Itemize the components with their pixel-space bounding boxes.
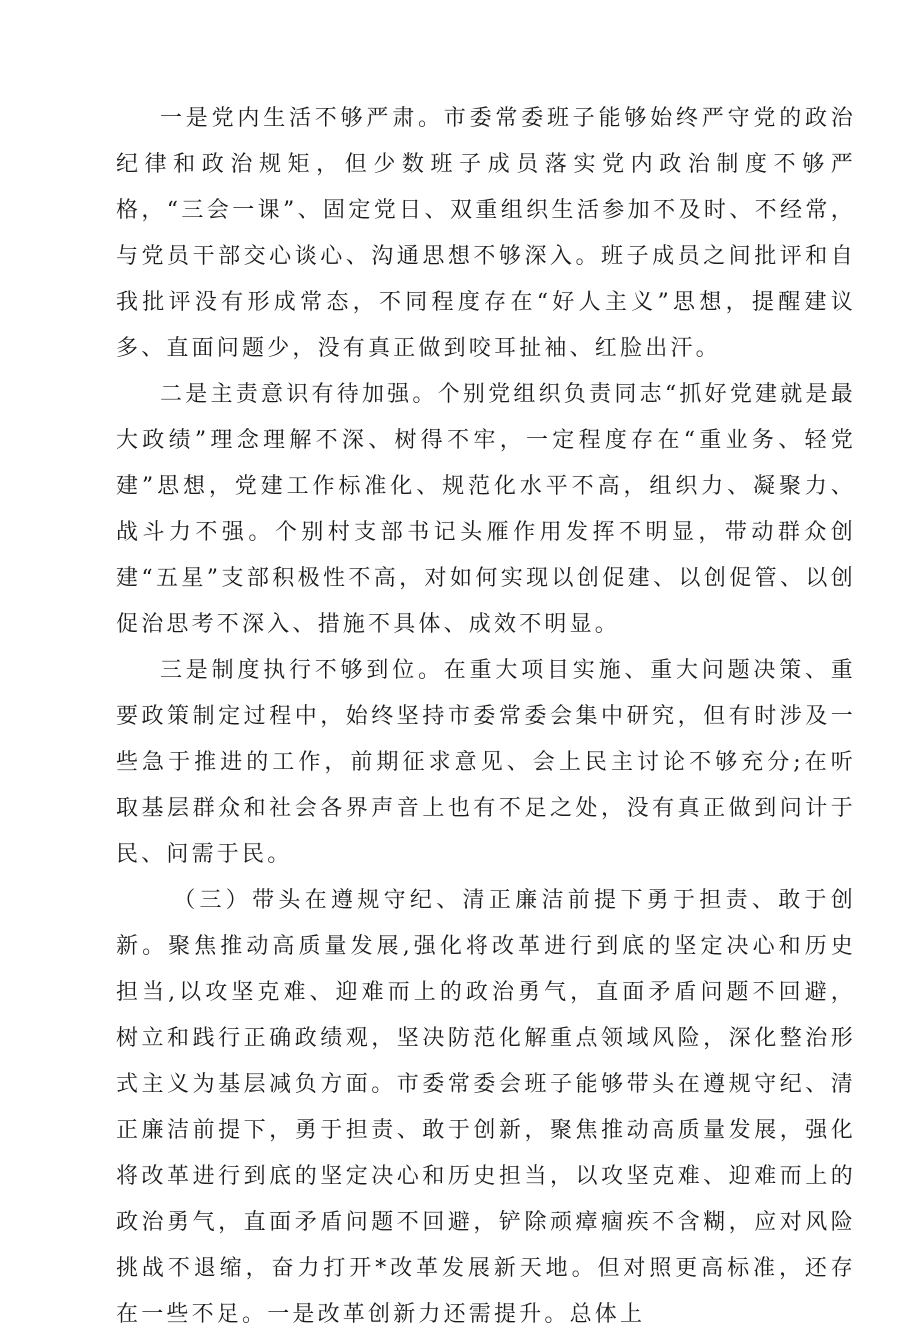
paragraph-responsibility: 二是主责意识有待加强。个别党组织负责同志“抓好党建就是最大政绩”理念理解不深、树得不牢，一定程度存在“重业务、轻党建”思想，党建工作标准化、规范化水平不高，组织力、凝聚力、战斗力不强。个别村支部书记头雁作用发挥不明显，带动群众创建“五星”支部积极性不高，对如何实现以创促建、以创促管、以创促治思考不深入、措施不具体、成效不明显。 bbox=[116, 382, 856, 637]
paragraph-system-execution: 三是制度执行不够到位。在重大项目实施、重大问题决策、重要政策制定过程中，始终坚持市委常委会集中研究，但有时涉及一些急于推进的工作，前期征求意见、会上民主讨论不够充分;在听取基层群众和社会各界声音上也有不足之处，没有真正做到问计于民、问需于民。 bbox=[116, 658, 856, 867]
paragraph-section-three: （三）带头在遵规守纪、清正廉洁前提下勇于担责、敢于创新。聚焦推动高质量发展,强化将改革进行到底的坚定决心和历史担当,以攻坚克难、迎难而上的政治勇气，直面矛盾问题不回避，树立和践行正确政绩观，坚决防范化解重点领域风险，深化整治形式主义为基层减负方面。市委常委会班子能够带头在遵规守纪、清正廉洁前提下，勇于担责、敢于创新，聚焦推动高质量发展，强化将改革进行到底的坚定决心和历史担当，以攻坚克难、迎难而上的政治勇气，直面矛盾问题不回避，铲除顽瘴痼疾不含糊，应对风险挑战不退缩，奋力打开*改革发展新天地。但对照更高标准，还存在一些不足。一是改革创新力还需提升。总体上 bbox=[116, 888, 856, 1327]
document-body bbox=[116, 96, 856, 1338]
paragraph-party-life: 一是党内生活不够严肃。市委常委班子能够始终严守党的政治纪律和政治规矩，但少数班子成员落实党内政治制度不够严格，“三会一课”、固定党日、双重组织生活参加不及时、不经常，与党员干部交心谈心、沟通思想不够深入。班子成员之间批评和自我批评没有形成常态，不同程度存在“好人主义”思想，提醒建议多、直面问题少，没有真正做到咬耳扯袖、红脸出汗。 bbox=[116, 106, 856, 361]
